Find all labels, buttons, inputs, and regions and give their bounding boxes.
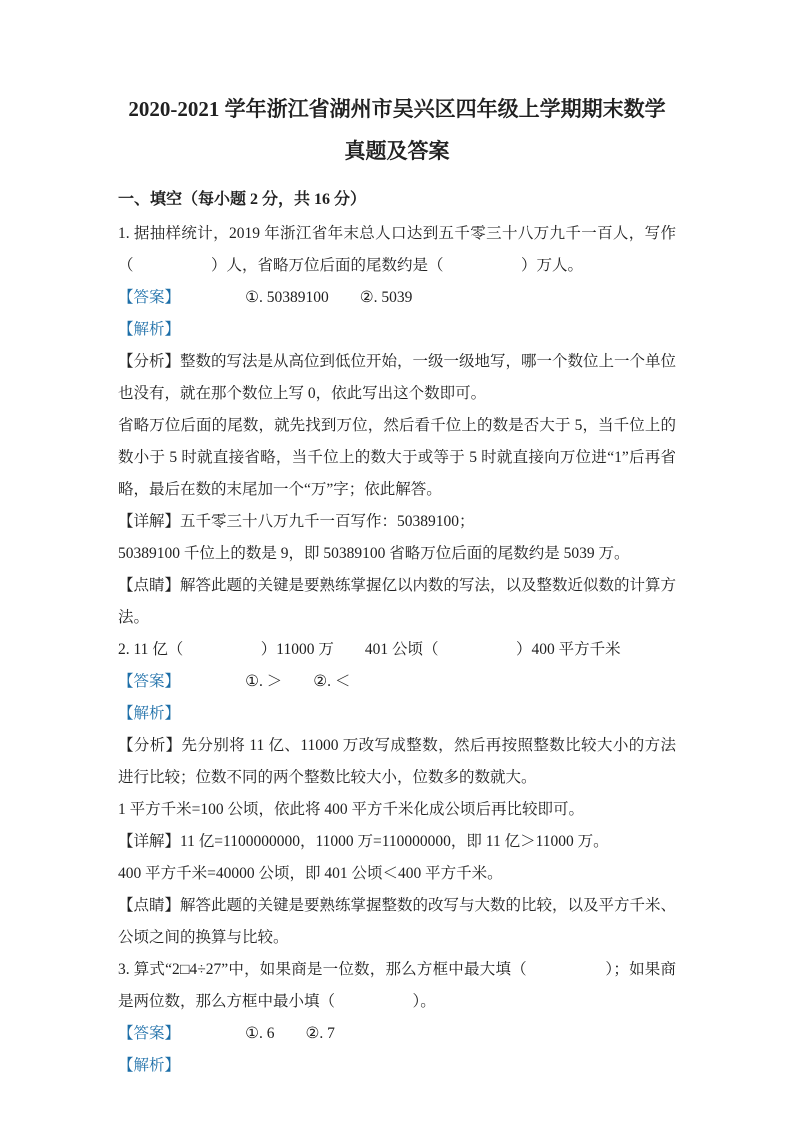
answer-line [118, 666, 676, 698]
paragraph-text: 【点睛】解答此题的关键是要熟练掌握亿以内数的写法，以及整数近似数的计算方法。 [118, 577, 677, 626]
paragraph-text: 1. 据抽样统计，2019 年浙江省年末总人口达到五千零三十八万九千一百人，写作（ ）人，省略万位后面的尾数约是（ ）万人。 [118, 225, 676, 274]
paragraph-text: 2. 11 亿（ ）11000 万 401 公顷（ ）400 平方千米 [118, 641, 621, 658]
paragraph-text: 【分析】整数的写法是从高位到低位开始，一级一级地写，哪一个数位上一个单位也没有，就在那个数位上写 0，依此写出这个数即可。 [118, 353, 677, 402]
explanation-marker [118, 698, 676, 730]
paragraph-text: 【分析】先分别将 11 亿、11000 万改写成整数，然后再按照整数比较大小的方法进行比较；位数不同的两个整数比较大小，位数多的数就大。 [118, 737, 676, 786]
explanation-paragraph [118, 794, 676, 826]
paragraph-text: 50389100 千位上的数是 9，即 50389100 省略万位后面的尾数约是 5039 万。 [118, 545, 630, 562]
blue-bracket-label: 【答案】 [118, 1025, 181, 1042]
explanation-paragraph [118, 858, 676, 890]
paragraph-text: ①. 50389100 ②. 5039 [245, 289, 413, 306]
paragraph-text: 【详解】11 亿=1100000000，11000 万=110000000，即 11 亿＞11000 万。 [118, 833, 609, 850]
explanation-marker [118, 314, 676, 346]
explanation-paragraph [118, 826, 676, 858]
question-text [118, 634, 676, 666]
explanation-paragraph [118, 506, 676, 538]
blue-bracket-label: 【答案】 [118, 289, 181, 306]
paragraph-text: 3. 算式“2□4÷27”中，如果商是一位数，那么方框中最大填（ ）；如果商是两位数，那么方框中最小填（ ）。 [118, 961, 676, 1010]
explanation-paragraph [118, 346, 676, 410]
paragraph-text: ①. 6 ②. 7 [245, 1025, 335, 1042]
paragraph-text: 省略万位后面的尾数，就先找到万位，然后看千位上的数是否大于 5，当千位上的数小于 5 时就直接省略，当千位上的数大于或等于 5 时就直接向万位进“1”后再省略，最后在数的末尾加一个“万”字；依此解答。 [118, 417, 676, 498]
section-heading: 一、填空（每小题 2 分，共 16 分） [118, 191, 367, 208]
question-text [118, 954, 676, 1018]
document-title-line-1: 2020-2021 学年浙江省湖州市吴兴区四年级上学期期末数学 [128, 97, 666, 121]
answer-line [118, 1018, 676, 1050]
document-title [118, 88, 676, 172]
paragraph-text: 【点睛】解答此题的关键是要熟练掌握整数的改写与大数的比较，以及平方千米、公顷之间的换算与比较。 [118, 897, 677, 946]
explanation-paragraph [118, 410, 676, 506]
paragraph-text: 1 平方千米=100 公顷，依此将 400 平方千米化成公顷后再比较即可。 [118, 801, 584, 818]
paragraph-text: 【详解】五千零三十八万九千一百写作：50389100； [118, 513, 475, 530]
answer-line [118, 282, 676, 314]
explanation-paragraph [118, 570, 676, 634]
explanation-paragraph [118, 538, 676, 570]
document-title-line-2: 真题及答案 [344, 139, 450, 163]
explanation-paragraph [118, 730, 676, 794]
explanation-marker [118, 1050, 676, 1082]
blue-bracket-label: 【答案】 [118, 673, 181, 690]
paragraph-text: ①. ＞ ②. ＜ [245, 673, 351, 690]
blue-bracket-label: 【解析】 [118, 1057, 181, 1074]
blue-bracket-label: 【解析】 [118, 321, 181, 338]
blue-bracket-label: 【解析】 [118, 705, 181, 722]
paragraph-text: 400 平方千米=40000 公顷，即 401 公顷＜400 平方千米。 [118, 865, 503, 882]
explanation-paragraph [118, 890, 676, 954]
document-body [118, 218, 676, 1082]
question-text [118, 218, 676, 282]
